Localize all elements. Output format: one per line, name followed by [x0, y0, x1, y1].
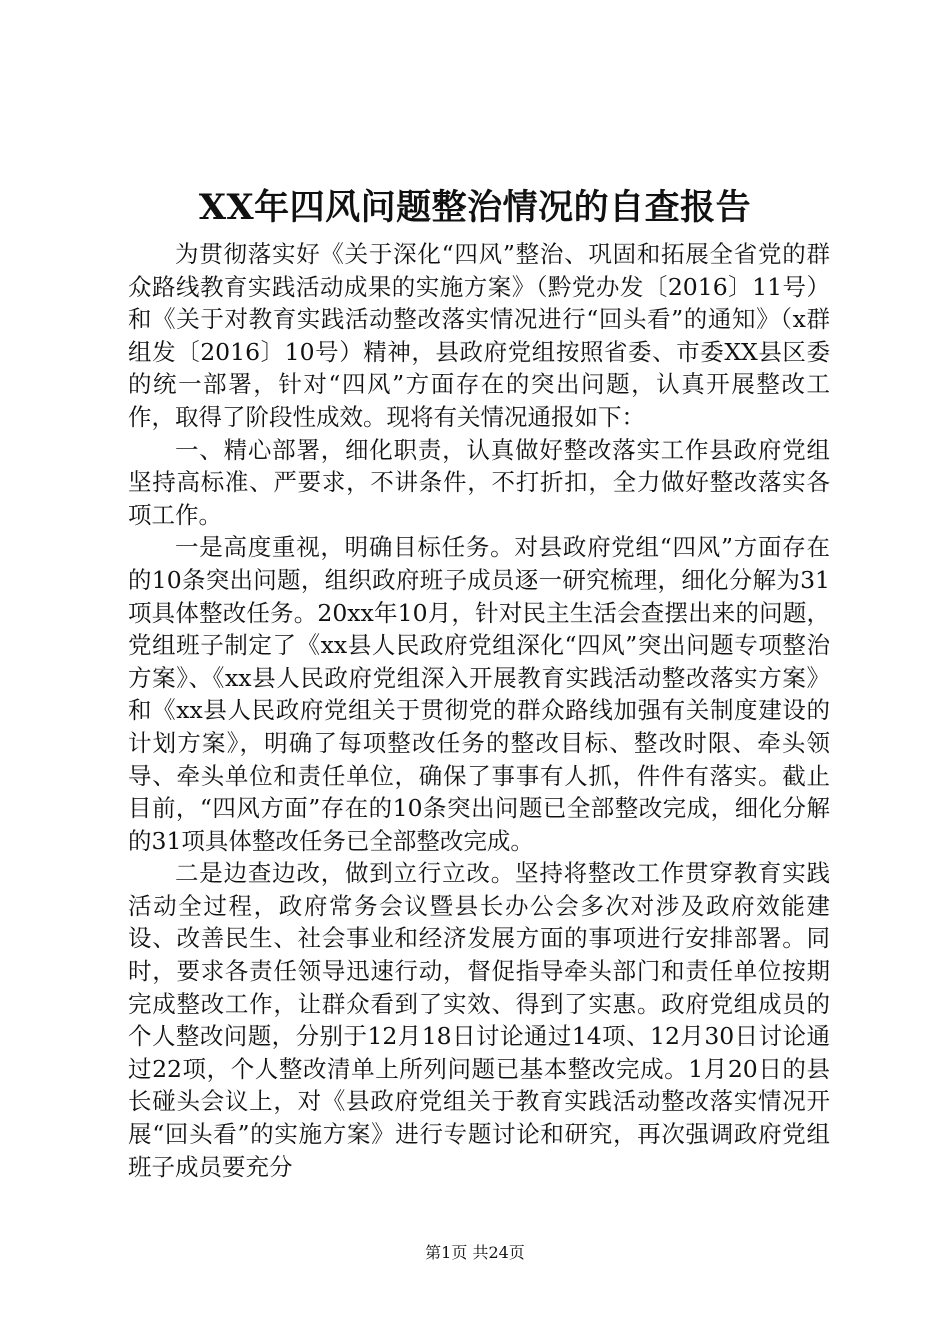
paragraph: 为贯彻落实好《关于深化“四风”整治、巩固和拓展全省党的群众路线教育实践活动成果的实施方案》（黔党办发〔2016〕11号）和《关于对教育实践活动整改落实情况进行“回头看”的通知》（x群组发〔2016〕10号）精神，县政府党组按照省委、市委XX县区委的统一部署，针对“四风”方面存在的突出问题，认真开展整改工作，取得了阶段性成效。现将有关情况通报如下： — [128, 240, 830, 431]
paragraph: 二是边查边改，做到立行立改。坚持将整改工作贯穿教育实践活动全过程，政府常务会议暨县长办公会多次对涉及政府效能建设、改善民生、社会事业和经济发展方面的事项进行安排部署。同时，要求各责任领导迅速行动，督促指导牵头部门和责任单位按期完成整改工作，让群众看到了实效、得到了实惠。政府党组成员的个人整改问题，分别于12月18日讨论通过14项、12月30日讨论通过22项，个人整改清单上所列问题已基本整改完成。1月20日的县长碰头会议上，对《县政府党组关于教育实践活动整改落实情况开展“回头看”的实施方案》进行专题讨论和研究，再次强调政府党组班子成员要充分 — [128, 859, 830, 1181]
document-title: XX年四风问题整治情况的自查报告 — [198, 187, 752, 228]
page-number-footer: 第1页 共24页 — [425, 1243, 525, 1262]
paragraph: 一是高度重视，明确目标任务。对县政府党组“四风”方面存在的10条突出问题，组织政府班子成员逐一研究梳理，细化分解为31项具体整改任务。20xx年10月，针对民主生活会查摆出来的问题，党组班子制定了《xx县人民政府党组深化“四风”突出问题专项整治方案》、《xx县人民政府党组深入开展教育实践活动整改落实方案》和《xx县人民政府党组关于贯彻党的群众路线加强有关制度建设的计划方案》，明确了每项整改任务的整改目标、整改时限、牵头领导、牵头单位和责任单位，确保了事事有人抓，件件有落实。截止目前，“四风方面”存在的10条突出问题已全部整改完成，细化分解的31项具体整改任务已全部整改完成。 — [128, 533, 830, 855]
paragraph: 一、精心部署，细化职责，认真做好整改落实工作县政府党组坚持高标准、严要求，不讲条件，不打折扣，全力做好整改落实各项工作。 — [128, 435, 830, 529]
document-body — [128, 238, 830, 1183]
